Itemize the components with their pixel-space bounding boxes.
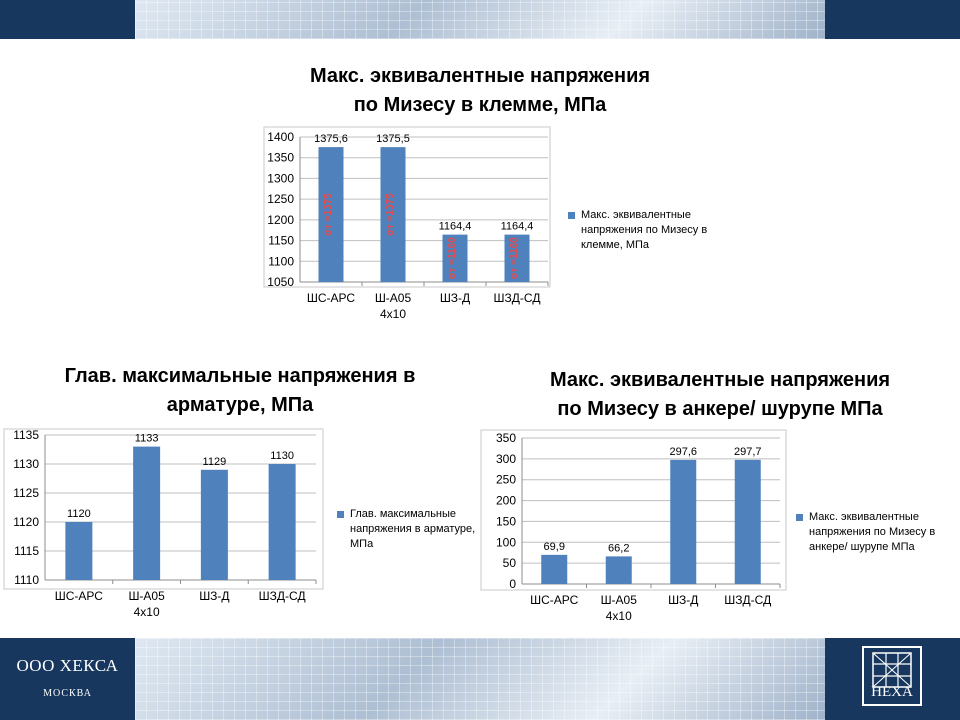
- company-name: ООО ХЕКСА: [16, 656, 119, 675]
- y-tick-label: 1250: [267, 192, 294, 207]
- y-tick-label: 1130: [13, 457, 39, 471]
- data-label: 1164,4: [438, 220, 472, 233]
- chart3-legend-label: Макс. эквивалентные напряжения по Мизесу в анкере/ шурупе МПа: [809, 511, 936, 553]
- bar: [201, 470, 228, 580]
- y-tick-label: 1115: [14, 544, 39, 558]
- y-tick-label: 1100: [268, 254, 294, 269]
- chart2-title-line2: арматуре, МПа: [166, 394, 314, 416]
- data-label: 66,2: [608, 542, 630, 555]
- y-tick-label: 1150: [268, 233, 294, 248]
- bar: [670, 460, 696, 584]
- y-tick-label: 1200: [267, 212, 294, 227]
- chart2-title-line1: Глав. максимальные напряжения в: [64, 365, 416, 387]
- chart1: [264, 127, 550, 321]
- chart3-title-line1: Макс. эквивалентные напряжения: [549, 369, 891, 391]
- x-tick-label: ШЗД-СД: [724, 593, 772, 607]
- data-label: 297,7: [733, 445, 762, 458]
- bar-annotation: σт =1160: [509, 237, 520, 280]
- y-tick-label: 200: [495, 493, 516, 508]
- chart1-title-line1: Макс. эквивалентные напряжения: [309, 65, 651, 87]
- y-tick-label: 0: [509, 577, 516, 591]
- data-label: 297,6: [669, 445, 698, 458]
- bar-annotation: σт =1375: [323, 193, 334, 236]
- chart1-legend-label: Макс. эквивалентные напряжения по Мизесу в клемме, МПа: [581, 209, 708, 251]
- y-tick-label: 1135: [13, 428, 39, 442]
- y-tick-label: 1300: [267, 171, 294, 186]
- y-tick-label: 350: [495, 431, 516, 445]
- x-tick-label: 4х10: [605, 609, 632, 623]
- bar: [735, 460, 761, 584]
- bar: [541, 555, 567, 584]
- data-label: 1130: [270, 450, 294, 462]
- data-label: 69,9: [543, 540, 565, 553]
- y-tick-label: 50: [502, 556, 516, 571]
- y-tick-label: 1110: [14, 573, 39, 587]
- bottom-banner: [0, 638, 960, 720]
- y-tick-label: 150: [495, 514, 516, 529]
- mesh-image: [135, 638, 825, 720]
- chart3: [481, 430, 786, 623]
- x-tick-label: ШЗД-СД: [258, 589, 306, 603]
- chart2: [4, 428, 323, 619]
- y-tick-label: 100: [495, 535, 516, 550]
- y-tick-label: 1120: [13, 515, 39, 529]
- bar: [133, 447, 160, 580]
- chart2-legend-label: Глав. максимальные напряжения в арматуре, МПа: [350, 508, 476, 550]
- logo-mark-icon: [872, 652, 912, 688]
- x-tick-label: Ш-А05: [600, 593, 637, 607]
- x-tick-label: ШС-АРС: [530, 593, 579, 607]
- y-tick-label: 1125: [13, 486, 39, 500]
- data-label: 1129: [202, 455, 227, 468]
- data-label: 1164,4: [500, 220, 534, 233]
- data-label: 1375,6: [314, 133, 348, 146]
- x-tick-label: Ш-А05: [128, 589, 165, 603]
- company-city: МОСКВА: [43, 688, 92, 699]
- hexa-logo: [862, 646, 922, 706]
- y-tick-label: 300: [495, 451, 516, 466]
- x-tick-label: 4х10: [133, 605, 160, 619]
- data-label: 1120: [67, 508, 91, 520]
- bar: [269, 464, 296, 580]
- bar-annotation: σт =1160: [447, 237, 458, 280]
- x-tick-label: ШЗД-СД: [493, 291, 541, 305]
- x-tick-label: ШЗ-Д: [199, 589, 230, 603]
- y-tick-label: 1400: [267, 130, 294, 144]
- data-label: 1133: [134, 432, 159, 445]
- logo-text: HEXA: [871, 684, 913, 700]
- y-tick-label: 1050: [267, 275, 294, 289]
- y-tick-label: 250: [495, 472, 516, 487]
- chart1-title-line2: по Мизесу в клемме, МПа: [353, 94, 607, 116]
- x-tick-label: ШС-АРС: [54, 589, 103, 603]
- bar: [65, 522, 92, 580]
- bar: [606, 556, 632, 584]
- x-tick-label: 4х10: [379, 307, 407, 321]
- y-tick-label: 1350: [267, 150, 294, 165]
- bar-annotation: σт =1375: [385, 193, 396, 236]
- chart3-title-line2: по Мизесу в анкере/ шурупе МПа: [557, 398, 883, 420]
- x-tick-label: Ш-А05: [374, 291, 412, 305]
- x-tick-label: ШЗ-Д: [439, 291, 471, 305]
- x-tick-label: ШС-АРС: [306, 291, 356, 305]
- data-label: 1375,5: [376, 133, 410, 146]
- x-tick-label: ШЗ-Д: [668, 593, 699, 607]
